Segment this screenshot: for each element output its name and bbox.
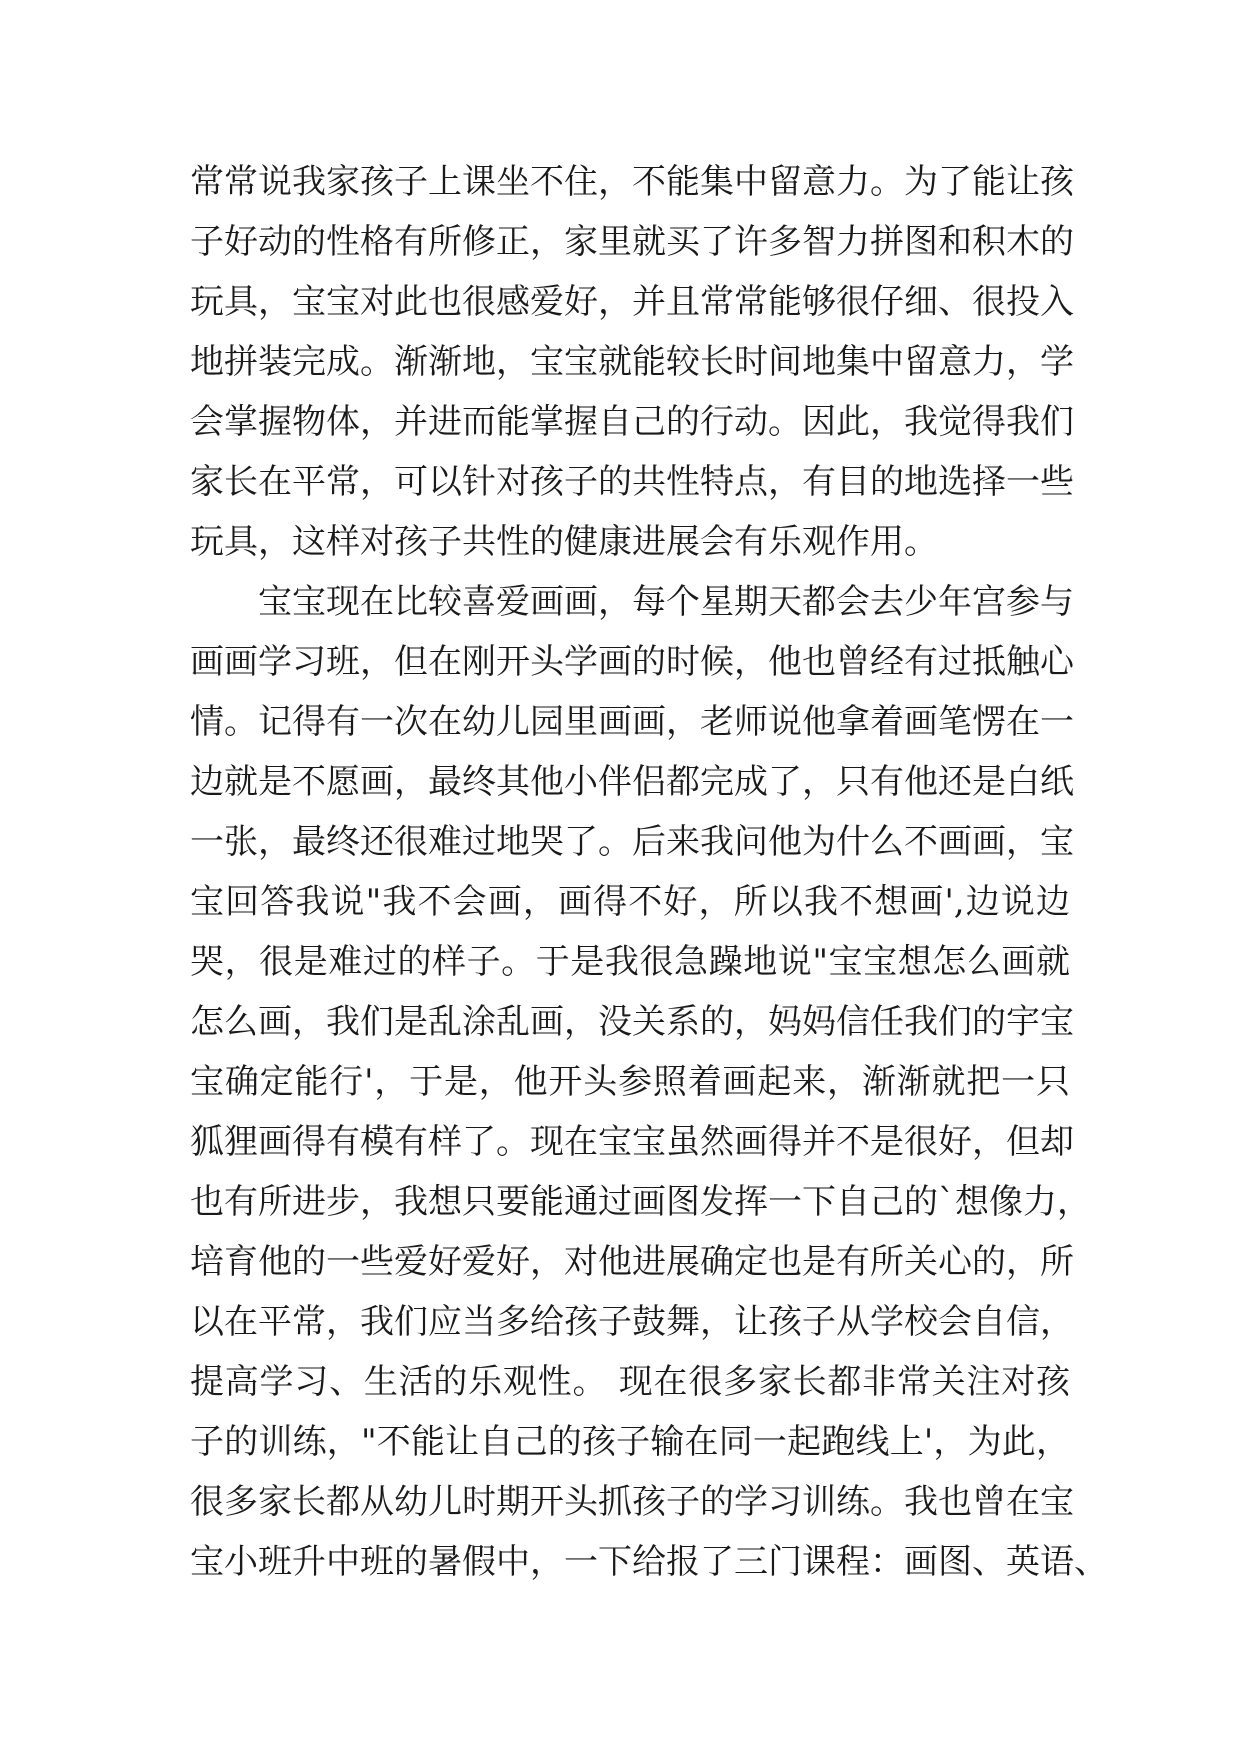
- text-line: 很多家长都从幼儿时期开头抓孩子的学习训练。我也曾在宝: [190, 1482, 1074, 1522]
- text-line: 边就是不愿画，最终其他小伴侣都完成了，只有他还是白纸: [190, 762, 1074, 802]
- text-line: 也有所进步，我想只要能通过画图发挥一下自己的`想像力，: [190, 1182, 1091, 1222]
- text-line: 怎么画，我们是乱涂乱画，没关系的，妈妈信任我们的宇宝: [190, 1002, 1074, 1042]
- text-line: 常常说我家孩子上课坐不住，不能集中留意力。为了能让孩: [190, 162, 1074, 202]
- paragraph-first-line: 宝宝现在比较喜爱画画，每个星期天都会去少年宫参与: [258, 582, 1074, 622]
- text-line: 以在平常，我们应当多给孩子鼓舞，让孩子从学校会自信，: [190, 1302, 1074, 1342]
- text-line: 一张，最终还很难过地哭了。后来我问他为什么不画画，宝: [190, 822, 1074, 862]
- text-line: 子的训练，"不能让自己的孩子输在同一起跑线上'，为此，: [190, 1422, 1070, 1462]
- body-text: [190, 152, 1108, 1592]
- text-line: 狐狸画得有模有样了。现在宝宝虽然画得并不是很好，但却: [190, 1122, 1074, 1162]
- text-line: 情。记得有一次在幼儿园里画画，老师说他拿着画笔愣在一: [190, 702, 1074, 742]
- text-line: 宝确定能行'，于是，他开头参照着画起来，渐渐就把一只: [190, 1062, 1070, 1102]
- text-line: 画画学习班，但在刚开头学画的时候，他也曾经有过抵触心: [190, 642, 1074, 682]
- text-line: 会掌握物体，并进而能掌握自己的行动。因此，我觉得我们: [190, 402, 1074, 442]
- text-line: 地拼装完成。渐渐地，宝宝就能较长时间地集中留意力，学: [190, 342, 1074, 382]
- text-line: 家长在平常，可以针对孩子的共性特点，有目的地选择一些: [190, 462, 1074, 502]
- text-line: 提高学习、生活的乐观性。 现在很多家长都非常关注对孩: [190, 1362, 1070, 1402]
- text-line: 子好动的性格有所修正，家里就买了许多智力拼图和积木的: [190, 222, 1074, 262]
- text-line: 玩具，这样对孩子共性的健康进展会有乐观作用。: [190, 522, 938, 562]
- text-line: 宝回答我说"我不会画，画得不好，所以我不想画',边说边: [190, 882, 1070, 922]
- text-line: 玩具，宝宝对此也很感爱好，并且常常能够很仔细、很投入: [190, 282, 1074, 322]
- text-line: 哭，很是难过的样子。于是我很急躁地说"宝宝想怎么画就: [190, 942, 1070, 982]
- text-line: 宝小班升中班的暑假中，一下给报了三门课程：画图、英语、: [190, 1542, 1108, 1582]
- text-line: 培育他的一些爱好爱好，对他进展确定也是有所关心的，所: [190, 1242, 1074, 1282]
